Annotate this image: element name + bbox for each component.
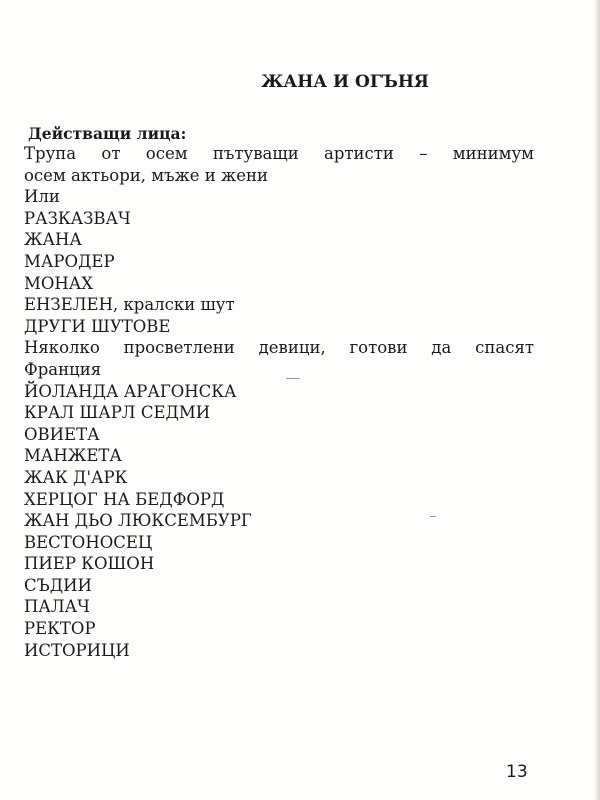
cast-heading: Действащи лица: (28, 124, 187, 143)
cast-line: МАНЖЕТА (24, 446, 122, 466)
page-edge-shadow (594, 0, 600, 800)
cast-line: осем актьори, мъже и жени (24, 165, 268, 185)
cast-line: ДРУГИ ШУТОВЕ (24, 316, 171, 336)
page-title (0, 72, 600, 92)
title-text: ЖАНА И ОГЪНЯ (261, 72, 429, 92)
page-number: 13 (506, 762, 528, 782)
cast-line: ПИЕР КОШОН (24, 554, 155, 574)
cast-line: МОНАХ (24, 273, 94, 293)
scan-mark (430, 516, 436, 517)
cast-line: СЪДИИ (24, 575, 92, 595)
cast-line: ЖАНА (24, 230, 82, 250)
cast-line: ЕНЗЕЛЕН, кралски шут (24, 295, 235, 315)
cast-line: РАЗКАЗВАЧ (24, 208, 131, 228)
cast-list (24, 143, 534, 661)
cast-line: ПАЛАЧ (24, 597, 90, 617)
cast-line: Трупа от осем пътуващи артисти – минимум (24, 144, 534, 163)
cast-line: ЖАН ДЬО ЛЮКСЕМБУРГ (24, 511, 252, 531)
cast-line: ИСТОРИЦИ (24, 640, 130, 660)
cast-line: ВЕСТОНОСЕЦ (24, 532, 153, 552)
cast-line: Или (24, 187, 60, 207)
cast-line: МАРОДЕР (24, 251, 115, 271)
cast-line: КРАЛ ШАРЛ СЕДМИ (24, 403, 211, 423)
scan-mark (286, 378, 300, 379)
cast-line: ОВИЕТА (24, 424, 100, 444)
cast-line: ХЕРЦОГ НА БЕДФОРД (24, 489, 225, 509)
cast-line: ЖАК Д'АРК (24, 467, 128, 487)
cast-line: ЙОЛАНДА АРАГОНСКА (24, 381, 237, 401)
cast-line: Няколко просветлени девици, готови да спасят (24, 338, 534, 358)
cast-line: Франция (24, 359, 102, 379)
cast-line: РЕКТОР (24, 619, 96, 639)
